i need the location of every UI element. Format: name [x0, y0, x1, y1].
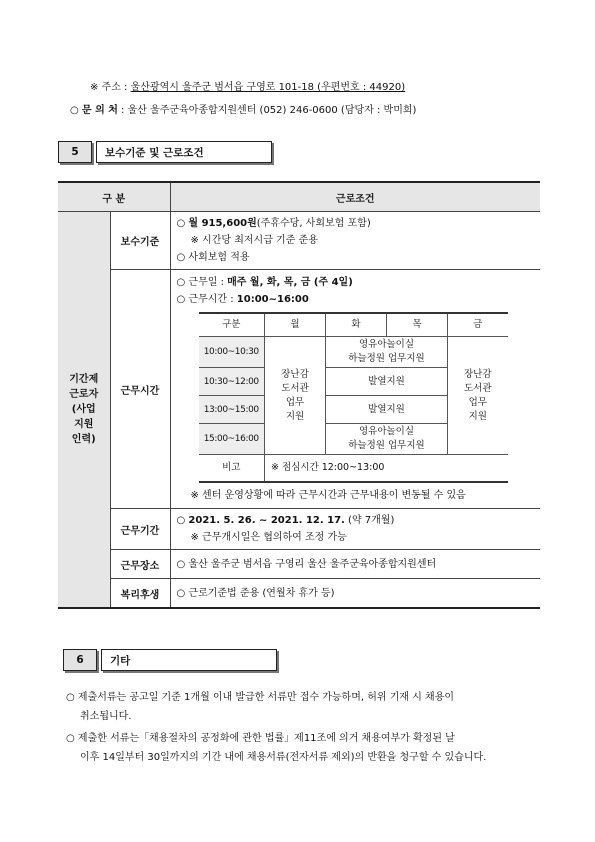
etc-line: ○ 제출한 서류는「채용절차의 공정화에 관한 법률」제11조에 의거 채용여부가 확정된 날 [66, 733, 455, 744]
hours-content [170, 270, 540, 509]
employee-type-line: 근로자 [69, 389, 99, 400]
duty-line: 도서관 [463, 382, 492, 394]
time-slot: 13:00~15:00 [199, 396, 265, 424]
bullet: ○ [176, 218, 186, 229]
section-6-number: 6 [63, 649, 97, 671]
period-content [170, 509, 540, 550]
duty-line: 지원 [285, 410, 305, 422]
days-prefix: ○ 근무일 : [176, 277, 228, 288]
etc-line: ○ 제출서류는 공고일 기준 1개월 이내 발급한 서류만 접수 가능하며, 허위 기재 시 채용이 [66, 692, 455, 703]
employee-type-line: 인력) [71, 434, 96, 445]
hours-note: ※ 센터 운영상황에 따라 근무시간과 근무내용이 변동될 수 있음 [190, 490, 466, 501]
time-slot: 10:00~10:30 [199, 337, 265, 368]
pay-insurance: ○ 사회보험 적용 [176, 252, 250, 263]
pay-content [170, 212, 540, 270]
etc-paragraph-2 [66, 729, 486, 767]
bullet: ○ [176, 515, 186, 526]
duty-line: 영유아놀이실 [358, 339, 415, 350]
contact-label: 문 의 처 [81, 105, 118, 116]
header-category: 구 분 [58, 182, 170, 212]
work-days: 매주 월, 화, 목, 금 (주 4일) [227, 277, 353, 288]
schedule-header-thu: 목 [387, 313, 448, 337]
tue-thu-duty [326, 424, 448, 455]
employee-type-line: (사업 [71, 404, 96, 415]
time-slot: 10:30~12:00 [199, 368, 265, 396]
conditions-table [58, 181, 540, 609]
address-line [90, 78, 405, 93]
schedule-header-mon: 월 [265, 313, 326, 337]
schedule-header-category: 구분 [199, 313, 265, 337]
address-prefix: ※ 주소 : [90, 82, 131, 93]
place-label: 근무장소 [110, 550, 170, 579]
duty-line: 하늘정원 업무지원 [348, 353, 425, 364]
contact-text: : 울산 울주군육아종합지원센터 (052) 246-0600 (담당자 : 박미희) [117, 105, 417, 116]
employee-type [58, 212, 110, 609]
pay-note: ※ 시간당 최저시급 기준 준용 [190, 235, 318, 246]
pay-amount-note: (주휴수당, 사회보험 포함) [256, 218, 371, 229]
employee-type-line: 기간제 [69, 374, 99, 385]
period-duration: (약 7개월) [344, 515, 395, 526]
etc-line: 이후 14일부터 30일까지의 기간 내에 채용서류(전자서류 제외)의 반환을 청구할 수 있습니다. [80, 752, 487, 763]
section-6-title: 기타 [101, 649, 277, 671]
time-prefix: ○ 근무시간 : [176, 294, 237, 305]
remark-label: 비고 [199, 455, 265, 483]
welfare-label: 복리후생 [110, 579, 170, 609]
period-label: 근무기간 [110, 509, 170, 550]
section-5-header [58, 141, 272, 163]
duty-line: 지원 [468, 410, 487, 422]
contact-line [70, 101, 416, 116]
section-5-number: 5 [58, 141, 92, 163]
schedule-header-tue: 화 [326, 313, 387, 337]
duty-line: 업무 [285, 396, 305, 408]
duty-line: 장난감 [281, 368, 309, 380]
duty-line: 장난감 [463, 368, 492, 380]
tue-thu-duty: 발열지원 [326, 368, 448, 396]
friday-duty [448, 337, 508, 455]
duty-line: 하늘정원 업무지원 [348, 440, 425, 451]
pay-amount: 월 915,600원 [188, 218, 257, 229]
section-6-header [63, 649, 277, 671]
monday-duty [265, 337, 326, 455]
work-time: 10:00~16:00 [236, 294, 309, 305]
schedule-table [199, 312, 508, 483]
place-content: ○ 울산 울주군 범서읍 구영리 울산 울주군육아종합지원센터 [170, 550, 540, 579]
tue-thu-duty: 발열지원 [326, 396, 448, 424]
duty-line: 업무 [468, 396, 487, 408]
hours-label: 근무시간 [110, 270, 170, 509]
welfare-content: ○ 근로기준법 준용 (연월차 휴가 등) [170, 579, 540, 609]
remark-text: ※ 점심시간 12:00~13:00 [265, 455, 508, 483]
pay-label: 보수기준 [110, 212, 170, 270]
tue-thu-duty [326, 337, 448, 368]
contact-bullet: ○ [70, 105, 79, 116]
period-dates: 2021. 5. 26. ~ 2021. 12. 17. [188, 515, 345, 526]
header-conditions: 근로조건 [170, 182, 540, 212]
time-slot: 15:00~16:00 [199, 424, 265, 455]
employee-type-line: 지원 [74, 419, 94, 430]
duty-line: 영유아놀이실 [358, 426, 415, 437]
section-5-title: 보수기준 및 근로조건 [96, 141, 272, 163]
schedule-header-fri: 금 [448, 313, 508, 337]
etc-paragraph-1 [66, 688, 454, 726]
etc-line: 취소됩니다. [80, 711, 132, 722]
period-note: ※ 근무개시일은 협의하여 조정 가능 [190, 532, 347, 543]
address-text: 울산광역시 울주군 범서읍 구영로 101-18 (우편번호 : 44920) [130, 82, 406, 93]
duty-line: 도서관 [281, 382, 309, 394]
